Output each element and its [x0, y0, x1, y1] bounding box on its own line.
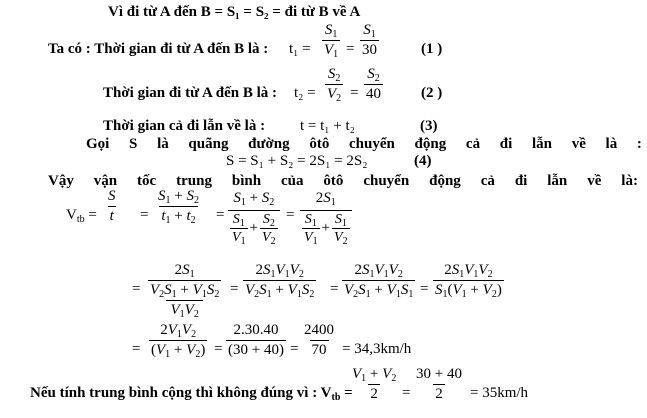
fraction-2400-70: 2400 70 — [304, 322, 334, 358]
equals-sign: = — [350, 85, 359, 101]
fraction-s2-40: $S_2$ 40 — [366, 66, 381, 102]
equals-sign: = — [230, 281, 239, 297]
statement-line: Vì đi từ A đến B = S₁ = S₂ = đi từ B về A — [108, 4, 361, 20]
t2-label: t₂ = — [294, 85, 316, 101]
fraction-2s1v1v2-b: $2S_1V_1V_2$ $V_2S_1 + V_1S_1$ — [344, 262, 414, 300]
equals-sign: = — [216, 207, 225, 223]
equals-sign: = — [132, 341, 141, 357]
vtb-symbol: $V_{tb}$ = — [66, 207, 97, 225]
average-speed-line: Vậy vận tốc trung bình của ôtô chuyển động cả đi lẫn về là: — [48, 173, 638, 189]
time-ab-label-2: Thời gian đi từ A đến B là : — [103, 85, 278, 101]
equation-tag-1: (1 ) — [421, 41, 443, 57]
fraction-s1-v1: $S_1$ $V_1$ — [324, 22, 339, 60]
fraction-2s1-complex: $2S_1$ $V_2S_1 + V_1S_2$ $V_1V_2$ — [150, 262, 220, 320]
equals-sign: = — [214, 341, 223, 357]
fraction-sum-s-sum-time: $S_1 + S_2$ $S_1$ $V_1$ + $\frac{S_2}{V_2}$ — [228, 190, 280, 245]
distance-definition-line: Gọi S là quãng đường ôtô chuyển động cả đi lẫn về là : — [86, 136, 642, 152]
fraction-v1-plus-v2-over-2: $V_1 + V_2$ 2 — [352, 366, 397, 402]
arithmetic-mean-result: = 35km/h — [470, 385, 529, 401]
total-time-equation: t = t₁ + t₂ — [300, 118, 355, 134]
equals-sign: = — [286, 207, 295, 223]
t1-label: t₁ = — [289, 41, 311, 57]
equals-sign: = — [140, 207, 149, 223]
fraction-s-t: S t — [108, 188, 116, 224]
fraction-sum-s-sum-t: $S_1 + S_2$ $t_1 + t_2$ — [158, 188, 199, 226]
equals-sign: = — [402, 385, 411, 401]
total-time-label: Thời gian cả đi lẫn về là : — [103, 118, 266, 134]
equals-sign: = — [290, 341, 299, 357]
fraction-30-40-over-2: 30 + 40 2 — [416, 366, 462, 402]
equation-tag-3: (3) — [420, 118, 438, 134]
fraction-2s1v1v2-c: $2S_1V_1V_2$ $S_1(V_1 + V_2)$ — [435, 262, 502, 300]
equals-sign: = — [420, 281, 429, 297]
arithmetic-mean-note: Nếu tính trung bình cộng thì không đúng vì : $V_{tb}$ = — [30, 385, 353, 403]
fraction-2s1-sum-time: $2S_1$ $S_1$ $V_1$ + $\frac{S_1}{V_2}$ — [300, 190, 352, 245]
equals-sign: = — [132, 281, 141, 297]
equation-tag-4: (4) — [414, 153, 432, 169]
time-ab-label: Ta có : Thời gian đi từ A đến B là : — [48, 41, 269, 57]
equals-sign: = — [330, 281, 339, 297]
average-speed-result: = 34,3km/h — [342, 341, 412, 357]
fraction-2v1v2: $2V_1V_2$ $(V_1 + V_2)$ — [151, 322, 206, 360]
equals-sign: = — [346, 41, 355, 57]
fraction-numeric: 2.30.40 (30 + 40) — [228, 322, 284, 358]
distance-equation: S = S₁ + S₂ = 2S₁ = 2S₂ — [226, 153, 368, 169]
fraction-s2-v2: $S_2$ $V_2$ — [327, 66, 342, 104]
equation-tag-2: (2 ) — [421, 85, 443, 101]
fraction-s1-30: $S_1$ 30 — [362, 22, 377, 58]
fraction-2s1v1v2-a: $2S_1V_1V_2$ $V_2S_1 + V_1S_2$ — [245, 262, 315, 300]
